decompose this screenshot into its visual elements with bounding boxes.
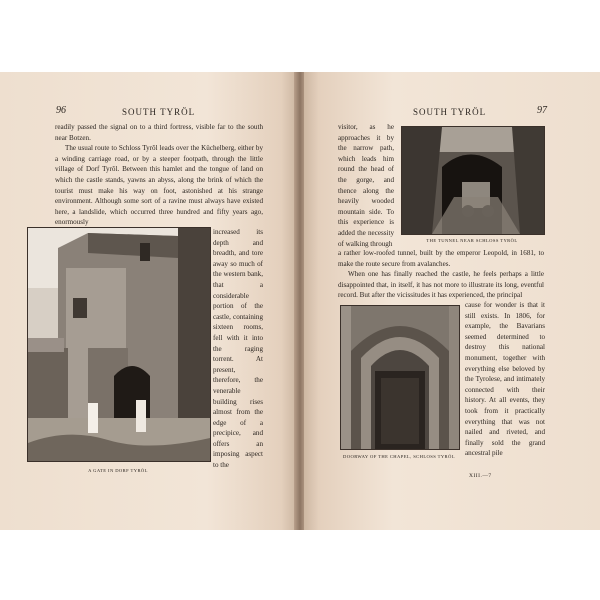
right-side-text: cause for wonder is that it still exists. In 1806, for example, the Bavarians seemed determined to destroy this national monument, together with everything else beloved by the Tyrolese, and intimately connected with their history. At all events, they took from it practically everything that was not nailed and riveted, and finally sold the grand ancestral pile [465, 301, 545, 458]
left-page [0, 72, 296, 530]
right-mid-paragraph-1: a rather low-roofed tunnel, built by the emperor Leopold, in 1681, to make the route secure from avalanches. [338, 249, 544, 268]
doorway-caption: DOORWAY OF THE CHAPEL, SCHLOSS TYRÖL [343, 454, 455, 459]
left-text-top [55, 122, 263, 228]
gate-caption: A GATE IN DORF TYRÖL [88, 468, 148, 473]
open-book [0, 72, 600, 530]
doorway-image [341, 306, 459, 449]
right-mid-paragraph-2: When one has finally reached the castle, he feels perhaps a little disappointed that, in itself, it has not more to illustrate its long, eventful record. But after the vicissitudes it has experienced, the principal [338, 270, 544, 300]
right-page-number: 97 [537, 105, 547, 116]
right-text-top: visitor, as he approaches it by the narrow path, which leads him round the head of the gorge, and thence along the heavily wooded mountain side. To this experience is added the necessity of walking through [338, 123, 394, 248]
left-running-head: SOUTH TYRÖL [122, 107, 196, 117]
right-running-head: SOUTH TYRÖL [413, 107, 487, 117]
gate-illustration [27, 227, 211, 462]
left-side-text: increased its depth and breadth, and tore away so much of the western bank, that a considerable portion of the castle, containing sixteen rooms, fell with it into the raging torrent. At present, therefore, the venerable building rises almost from the edge of a precipice, and offers an imposing aspect to the [213, 228, 263, 470]
tunnel-caption: THE TUNNEL NEAR SCHLOSS TYRÖL [426, 238, 518, 243]
right-text-mid [338, 248, 544, 301]
signature-mark: XIII.—7 [469, 473, 492, 479]
left-paragraph-1: readily passed the signal on to a third fortress, visible far to the south near Botzen. [55, 123, 263, 142]
tunnel-illustration [401, 126, 545, 235]
doorway-illustration [340, 305, 460, 450]
tunnel-image [402, 127, 544, 234]
left-page-number: 96 [56, 105, 66, 116]
gate-image [28, 228, 210, 461]
left-paragraph-2: The usual route to Schloss Tyrôl leads over the Küchelberg, either by a winding carriage road, or by a steeper footpath, through the little village of Dorf Tyrôl. Between this hamlet and the tongue of land on which the castle stands, yawns an abyss, along the brink of which the tourist must make his way on foot, astonished at his strange environment. Although some sort of a ravine must always have existed here, a landslide, which occurred three hundred and fifty years ago, enormously [55, 144, 263, 227]
right-page [304, 72, 600, 530]
